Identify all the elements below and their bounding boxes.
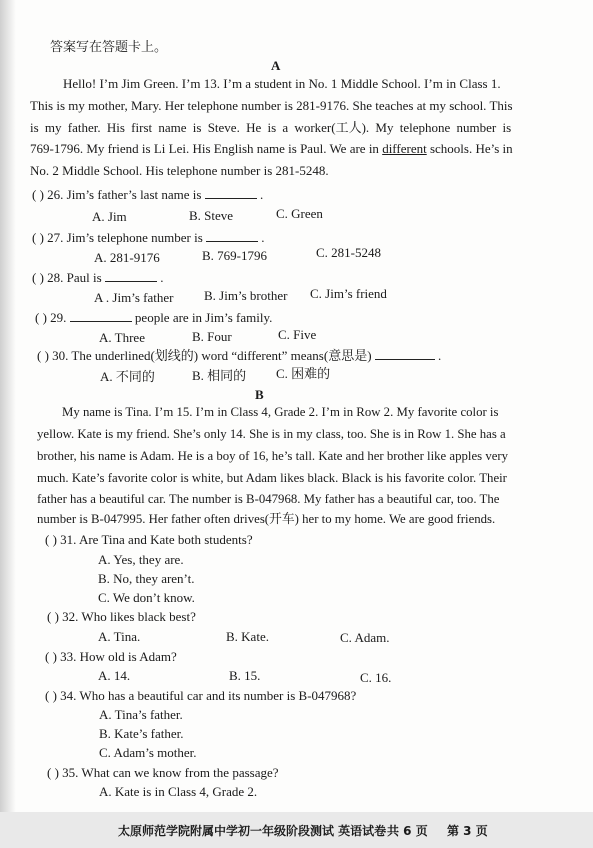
q28-option-c: C. Jim’s friend [310, 286, 387, 301]
passage-a-line-2: This is my mother, Mary. Her telephone number is 281-9176. She teaches at my school. This [30, 98, 513, 113]
question-27-tail: . [261, 230, 265, 245]
q31-option-c: C. We don’t know. [98, 590, 195, 605]
footer-total-pages: 共 6 页 [387, 824, 428, 838]
section-a-label: A [271, 58, 281, 73]
question-26-stem: ( ) 26. Jim’s father’s last name is [32, 187, 202, 202]
passage-a-line-5: No. 2 Middle School. His telephone number is 281-5248. [30, 163, 329, 178]
question-30-stem: ( ) 30. The underlined(划线的) word “different” means(意思是) [37, 348, 372, 363]
scan-edge-shadow [0, 0, 16, 848]
q34-option-b: B. Kate’s father. [99, 726, 184, 741]
question-28-tail: . [160, 270, 164, 285]
question-26-tail: . [259, 187, 264, 202]
answer-blank [206, 230, 258, 242]
footer-page-number: 第 3 页 [447, 824, 488, 838]
answer-blank [105, 270, 157, 282]
q29-option-a: A. Three [99, 330, 145, 345]
q33-option-a: A. 14. [98, 668, 131, 683]
q34-option-c: C. Adam’s mother. [99, 745, 197, 760]
q27-option-b: B. 769-1796 [202, 248, 267, 263]
passage-b-line-2: yellow. Kate is my friend. She’s only 14. She is in my class, too. She is in Row 1. She has a [37, 427, 506, 441]
q26-option-c: C. Green [276, 206, 323, 221]
question-30-tail: . [438, 348, 442, 363]
passage-a-line-3: is my father. His first name is Steve. He is a worker(工人). My telephone number is [30, 120, 512, 135]
q32-option-b: B. Kate. [226, 629, 269, 644]
q35-option-a: A. Kate is in Class 4, Grade 2. [99, 784, 258, 799]
passage-b-line-1: My name is Tina. I’m 15. I’m in Class 4, Grade 2. I’m in Row 2. My favorite color is [62, 405, 499, 419]
question-28 [32, 270, 163, 286]
question-30 [37, 348, 441, 364]
q28-option-a: A . Jim’s father [94, 290, 174, 305]
answer-blank [375, 348, 435, 360]
passage-a-line-1: Hello! I’m Jim Green. I’m 13. I’m a student in No. 1 Middle School. I’m in Class 1. [63, 76, 501, 91]
passage-a-line-4-start: 769-1796. My friend is Li Lei. His English name is Paul. We are in [30, 141, 383, 156]
question-35: ( ) 35. What can we know from the passage? [47, 765, 279, 780]
q32-option-a: A. Tina. [98, 629, 141, 644]
question-33: ( ) 33. How old is Adam? [45, 649, 177, 664]
question-27-stem: ( ) 27. Jim’s telephone number is [32, 230, 203, 245]
question-31: ( ) 31. Are Tina and Kate both students? [45, 532, 253, 547]
q32-option-c: C. Adam. [340, 630, 390, 645]
q27-option-c: C. 281-5248 [316, 245, 381, 260]
question-29 [35, 310, 272, 326]
question-32: ( ) 32. Who likes black best? [47, 609, 196, 624]
q26-option-b: B. Steve [189, 208, 234, 223]
underlined-word-different: different [382, 141, 427, 156]
q30-option-c: C. 困难的 [276, 366, 331, 381]
passage-b-line-6: number is B-047995. Her father often drives(开车) her to my home. We are good friends. [37, 512, 496, 526]
q31-option-a: A. Yes, they are. [98, 552, 184, 567]
question-27 [32, 230, 265, 246]
passage-b-line-4: much. Kate’s favorite color is white, but Adam likes black. Black is his favorite color. Their [37, 471, 507, 485]
passage-b-line-5: father has a beautiful car. The number is B-047968. My father has a beautiful car, too. The [37, 492, 500, 506]
question-34: ( ) 34. Who has a beautiful car and its number is B-047968? [45, 688, 357, 703]
question-29-stem: ( ) 29. [35, 310, 67, 325]
passage-b-line-3: brother, his name is Adam. He is a boy of 16, he’s tall. Kate and her brother like apples very [37, 449, 509, 463]
q31-option-b: B. No, they aren’t. [98, 571, 195, 586]
q26-option-a: A. Jim [92, 209, 127, 224]
q28-option-b: B. Jim’s brother [204, 288, 288, 303]
q30-option-a: A. 不同的 [100, 369, 155, 384]
footer-exam-title: 太原师范学院附属中学初一年级阶段测试 英语试卷 [118, 824, 387, 838]
q33-option-c: C. 16. [360, 670, 392, 685]
question-26 [32, 187, 263, 203]
q33-option-b: B. 15. [229, 668, 261, 683]
q30-option-b: B. 相同的 [192, 368, 247, 383]
passage-a-line-4-end: schools. He’s in [426, 141, 513, 156]
answer-blank [205, 187, 257, 199]
q29-option-b: B. Four [192, 329, 232, 344]
question-29-tail: people are in Jim’s family. [134, 310, 273, 325]
page-footer [0, 812, 593, 848]
passage-a-line-4 [30, 141, 513, 157]
section-b-label: B [255, 387, 264, 402]
q34-option-a: A. Tina’s father. [99, 707, 183, 722]
q29-option-c: C. Five [278, 327, 317, 342]
question-28-stem: ( ) 28. Paul is [32, 270, 102, 285]
header-note: 答案写在答题卡上。 [50, 40, 168, 55]
q27-option-a: A. 281-9176 [94, 250, 160, 265]
answer-blank [70, 310, 132, 322]
